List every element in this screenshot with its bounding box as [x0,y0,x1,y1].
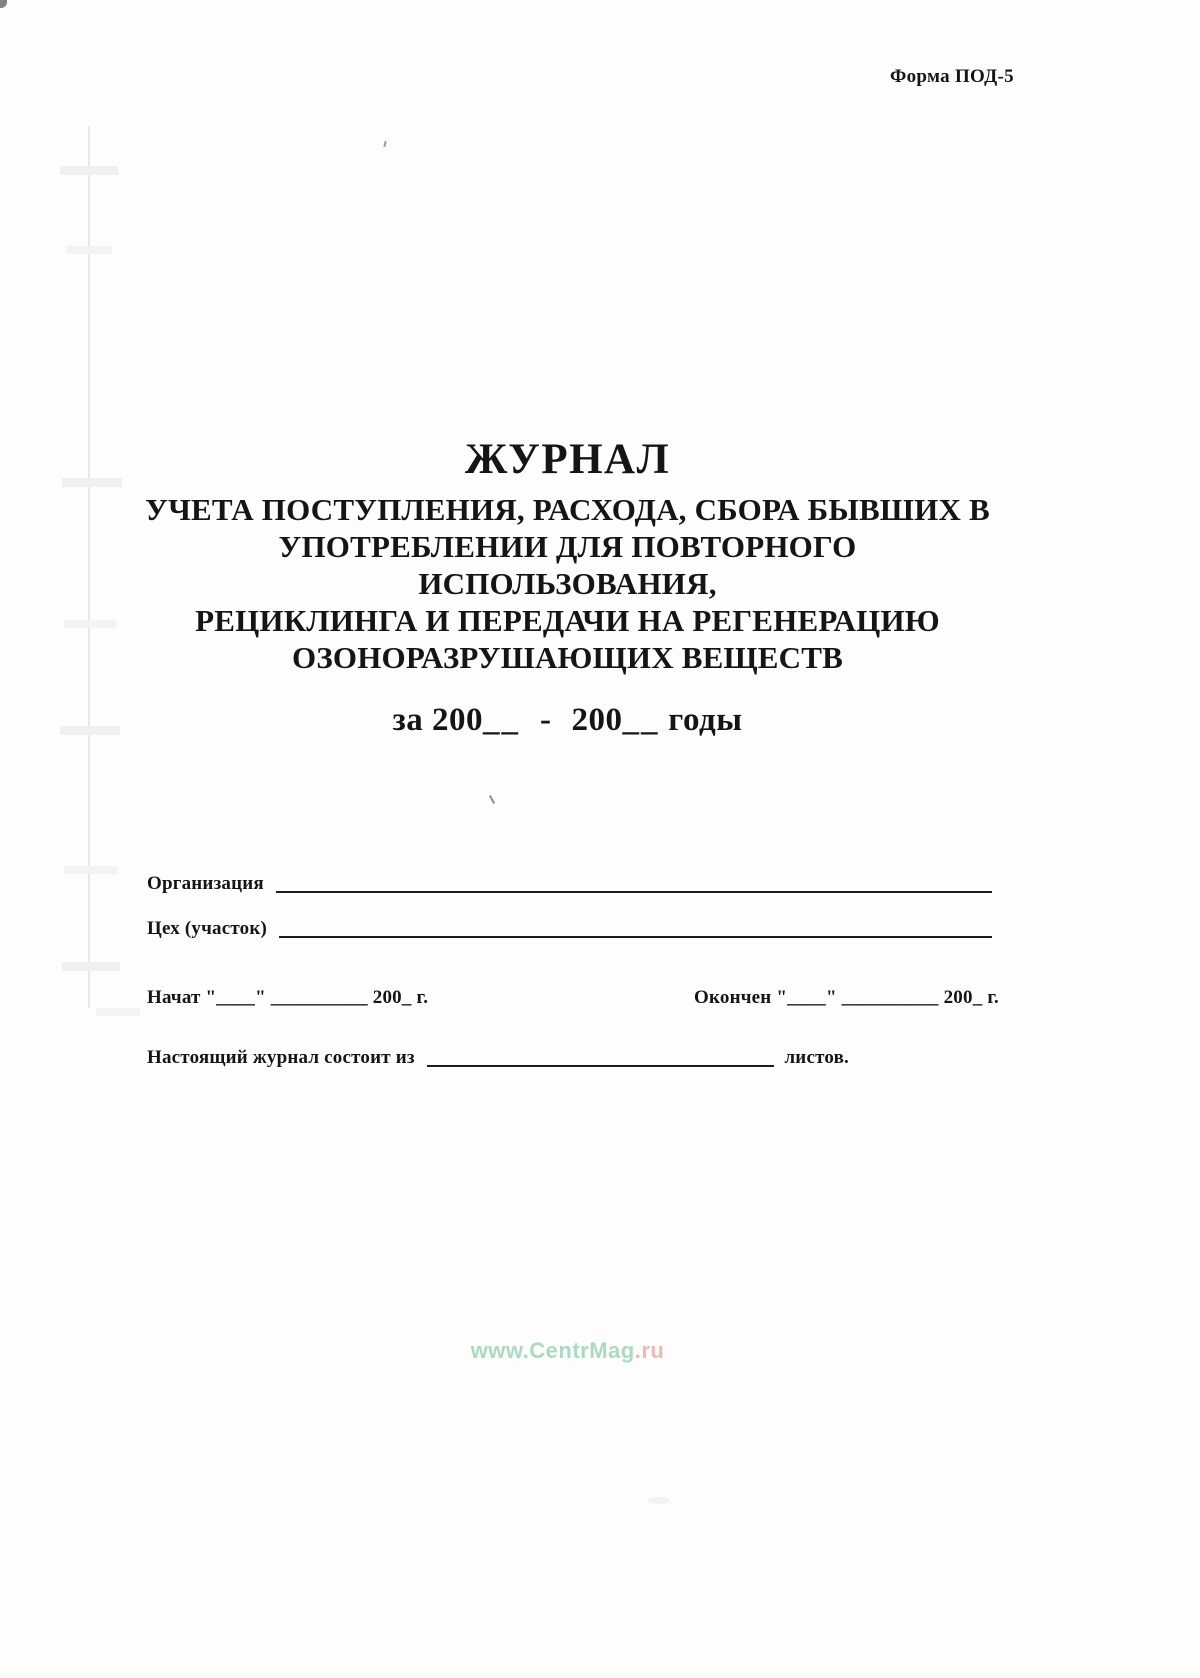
subtitle-line: РЕЦИКЛИНГА И ПЕРЕДАЧИ НА РЕГЕНЕРАЦИЮ [195,603,940,638]
started-year-suffix: г. [411,987,429,1008]
scan-smudge-artifact [62,962,120,971]
period-prefix: за [392,702,433,738]
scan-edge-line-artifact [88,126,90,1008]
open-quote: " [776,987,788,1008]
close-quote: " [825,987,837,1008]
workshop-row [147,917,992,941]
sheets-fill-line [427,1065,775,1067]
sheets-suffix: листов. [784,1047,849,1068]
scan-speck-artifact [489,795,495,804]
scan-smudge-artifact [62,478,122,487]
organization-row [147,872,992,896]
started-month-blank: __________ [265,987,373,1008]
organization-fill-line [276,891,992,893]
started-label: Начат [147,987,206,1008]
subtitle-line: УЧЕТА ПОСТУПЛЕНИЯ, РАСХОДА, СБОРА БЫВШИХ В [145,492,990,527]
scan-speck-artifact [383,141,386,147]
journal-subtitle [145,491,990,676]
period-year-start-blank: __ [483,702,521,738]
sheets-prefix: Настоящий журнал состоит из [147,1047,415,1068]
started-day-blank: ____ [216,987,256,1008]
finished-group [694,986,999,1010]
started-group [147,986,428,1010]
scan-smudge-artifact [66,246,112,254]
workshop-fill-line [279,936,992,938]
scan-blot-artifact [648,1497,670,1504]
subtitle-line: УПОТРЕБЛЕНИИ ДЛЯ ПОВТОРНОГО ИСПОЛЬЗОВАНИЯ, [278,529,857,601]
started-year: 200_ [372,987,412,1008]
finished-month-blank: __________ [836,987,944,1008]
sheets-row [147,1046,849,1070]
period-dash: - [540,702,552,738]
finished-day-blank: ____ [787,987,826,1008]
title-block [145,436,990,739]
journal-title: ЖУРНАЛ [464,436,671,483]
watermark [145,1338,990,1364]
period-year-end: 200 [571,702,623,738]
period-line [145,702,990,739]
period-suffix: годы [659,702,743,738]
subtitle-line: ОЗОНОРАЗРУШАЮЩИХ ВЕЩЕСТВ [292,640,843,675]
scan-smudge-artifact [64,620,116,628]
watermark-main: www.CentrMag [470,1338,635,1363]
scan-smudge-artifact [60,726,120,735]
period-year-end-blank: __ [622,702,660,738]
scan-smudge-artifact [96,1008,140,1016]
finished-year: 200_ [943,987,983,1008]
finished-year-suffix: г. [982,987,999,1008]
form-code: Форма ПОД-5 [890,66,1014,87]
period-year-start: 200 [432,702,484,738]
workshop-label: Цех (участок) [147,918,268,939]
scan-corner-artifact [0,0,7,8]
watermark-tld: .ru [634,1338,665,1363]
open-quote: " [205,987,217,1008]
finished-label: Окончен [694,987,777,1008]
scan-smudge-artifact [64,866,118,874]
dates-row [147,986,999,1010]
close-quote: " [255,987,266,1008]
organization-label: Организация [147,873,264,894]
scan-smudge-artifact [60,166,118,175]
